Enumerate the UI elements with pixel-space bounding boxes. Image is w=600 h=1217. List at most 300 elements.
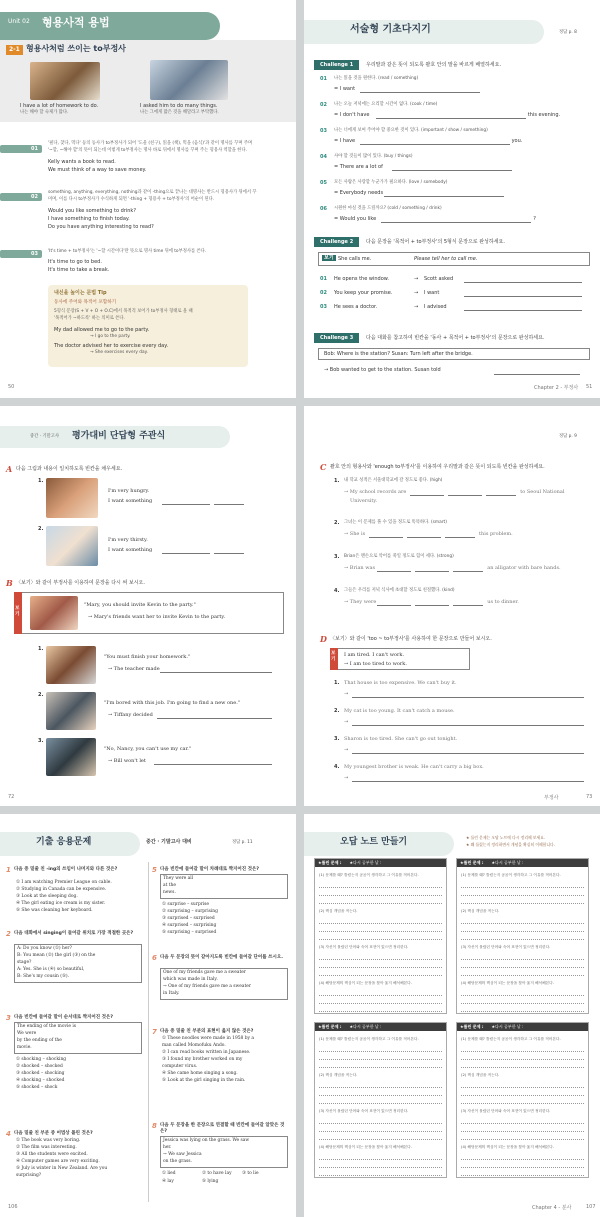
example-answer: → Mary's friends want her to invite Kevin to the party. [88, 614, 226, 620]
page-number: 50 [8, 384, 15, 390]
section-b-letter: B [6, 578, 13, 588]
box-line: We were [17, 1031, 37, 1036]
card-field-date: ★다시 공부한 날 : [349, 860, 382, 865]
card-step: (1) 문제를 왜? 틀렸는지 곰곰이 생각하고 그 이유를 적어본다. [461, 1037, 561, 1041]
challenge-1-label: Challenge 1 [314, 60, 359, 70]
item-quote: "You must finish your homework." [104, 654, 191, 660]
card-writing-line [461, 1003, 584, 1004]
card-header [315, 859, 446, 867]
question-stem: 다음 밑줄 친 부분 중 어법상 틀린 것은? [14, 1131, 93, 1136]
example-label: 보기 [331, 651, 336, 662]
option: ④ shocking – shocked [16, 1078, 65, 1083]
question-stem: 다음 빈칸에 들어갈 말이 순서대로 짝지어진 것은? [14, 1015, 113, 1020]
card-writing-line [461, 887, 584, 888]
answer-ref: 정답 p. 11 [232, 840, 253, 845]
card-step: (3) 자신이 몰랐던 단어와 숙어 표현이 있으면 정리한다. [319, 1109, 409, 1113]
item-answer-prefix: Scott asked [424, 276, 454, 282]
page-number: 107 [586, 1204, 596, 1210]
rule-02-example-1: Would you like something to drink? [48, 208, 136, 214]
example-source: I am tired. I can't work. [344, 652, 405, 658]
answer-line [352, 725, 584, 726]
question-stem: 다음 두 문장을 한 문장으로 연결할 때 빈칸에 들어갈 알맞은 것은? [160, 1123, 285, 1134]
card-writing-line [319, 1123, 442, 1124]
option: ⑤ July is winter in New Zealand. Are you [16, 1166, 108, 1171]
item-number: 2. [38, 692, 44, 698]
unit-label: Unit 02 [8, 18, 30, 25]
answer-ref: 정답 p. 9 [559, 434, 577, 439]
card-writing-line [319, 995, 442, 996]
box-line: A: Yes. She is (④) so beautiful, [17, 967, 85, 972]
item-korean: 사야 할 것들이 많이 있다. (buy / things) [334, 154, 413, 159]
photo-item-1 [46, 646, 96, 684]
item-tail: this evening. [527, 112, 561, 118]
item-quote: "No, Nancy, you can't use my car." [104, 746, 192, 752]
option: ① The book was very boring. [16, 1138, 81, 1143]
example-answer: → I am too tired to work. [344, 661, 407, 667]
example-label: 보기 [324, 255, 334, 261]
card-field-wrong: ★틀린 문제 : [318, 860, 342, 865]
box-line: B: You mean (②) the girl (③) on the [17, 953, 96, 958]
card-step: (1) 문제를 왜? 틀렸는지 곰곰이 생각하고 그 이유를 적어본다. [319, 873, 419, 877]
card-writing-line [461, 959, 584, 960]
card-writing-line [319, 895, 442, 896]
section-number: 2-1 [6, 45, 23, 55]
answer-line [415, 571, 449, 572]
card-writing-line [319, 939, 442, 940]
item-number: 2. [38, 526, 44, 532]
card-header [457, 1023, 588, 1031]
answer-line [407, 537, 441, 538]
title-suffix: 중간 · 기말고사 대비 [146, 839, 192, 845]
option: ③ to lie [242, 1171, 259, 1176]
option: ⑤ surprising – surprised [162, 930, 217, 935]
card-writing-line [319, 1175, 442, 1176]
card-writing-line [461, 895, 584, 896]
item-answer-prefix: → The teacher made [108, 666, 160, 672]
card-step: (3) 자신이 몰랐던 단어와 숙어 표현이 있으면 정리한다. [461, 945, 551, 949]
item-number: 2. [334, 708, 340, 714]
item-line-2: University. [350, 498, 378, 504]
item-answer-prefix: = I want [334, 86, 356, 92]
card-writing-line [319, 903, 442, 904]
card-writing-line [319, 931, 442, 932]
page-72 [0, 406, 296, 806]
box-line: news. [163, 890, 176, 895]
challenge-3-answer: → Bob wanted to get to the station. Susan told [324, 367, 441, 373]
item-korean: 나는 읽을 것을 원한다. (read / something) [334, 76, 419, 81]
item-number: 4. [334, 588, 340, 594]
photo-thirsty-woman [46, 526, 98, 566]
card-step: (2) 핵심 개념을 적는다. [319, 909, 358, 913]
option: ② I can read books written in Japanese. [162, 1050, 251, 1055]
question-number: 2 [6, 930, 11, 938]
option: ④ The girl eating ice cream is my sister. [16, 901, 106, 906]
photo-friends [30, 596, 78, 630]
note-card [314, 1022, 447, 1178]
answer-line [352, 781, 584, 782]
item-tail: this problem. [479, 531, 513, 537]
option: surprising? [16, 1173, 42, 1178]
item-a2-line2: I want something [108, 547, 153, 553]
answer-line [381, 222, 531, 223]
card-writing-line [319, 967, 442, 968]
item-korean: 그들은 우리를 저녁 식사에 초대할 정도로 친절했다. (kind) [344, 588, 455, 593]
arrow: → [344, 775, 349, 781]
box-line: her. [163, 1145, 172, 1150]
item-number: 1. [38, 478, 44, 484]
note-line-2: ★ 왜 틀렸는지 정리하면서 개념을 확실히 이해합니다. [466, 842, 555, 847]
rule-01-example-2: We must think of a way to save money. [48, 167, 147, 173]
card-writing-line [461, 1011, 584, 1012]
item-number: 3. [334, 736, 340, 742]
item-answer-prefix: → Brian was [344, 565, 376, 571]
item-number: 02 [320, 102, 327, 108]
box-line: One of my friends gave me a sweater [163, 970, 246, 975]
card-writing-line [461, 1131, 584, 1132]
example-answer: Please tell her to call me. [414, 256, 478, 262]
box-line: → One of my friends gave me a sweater [163, 984, 251, 989]
card-writing-line [461, 1175, 584, 1176]
item-korean: 그녀는 이 문제를 풀 수 있을 정도로 똑똑하다. (smart) [344, 520, 447, 525]
card-field-date: ★다시 공부한 날 : [349, 1024, 382, 1029]
rule-03-text: 'It's time + to부정사'는 '~할 시간이다'란 뜻으로 명사 time 뒤에 to부정사를 쓴다. [48, 249, 207, 254]
answer-line [464, 282, 582, 283]
blank [214, 504, 244, 505]
card-writing-line [319, 1003, 442, 1004]
answer-line [360, 92, 480, 93]
card-writing-line [461, 1103, 584, 1104]
page-number: 106 [8, 1204, 18, 1210]
item-tail: ? [533, 216, 536, 222]
card-step: (4) 해당문제의 핵심이 되는 문장을 찾아 옮겨 해석해본다. [319, 1145, 412, 1149]
card-writing-line [461, 1167, 584, 1168]
item-number: 3. [38, 738, 44, 744]
item-quote: "I'm bored with this job. I'm going to find a new one." [104, 700, 241, 706]
item-korean: Brian은 맨손으로 악어를 죽일 정도로 힘이 세다. (strong) [344, 554, 454, 559]
option: ⑤ shocked – shock [16, 1085, 58, 1090]
item-arrow: → [414, 276, 419, 282]
item-answer-prefix: = There are a lot of [334, 164, 383, 170]
tip-example-2-note: → She exercises every day. [90, 350, 148, 355]
question-stem: 다음 대화에서 singing이 들어갈 위치로 가장 적절한 곳은? [14, 931, 134, 936]
page-73 [304, 406, 600, 806]
arrow: → [344, 691, 349, 697]
item-source: He sees a doctor. [334, 304, 378, 310]
tip-title: 내신을 높이는 문법 Tip [54, 290, 107, 296]
item-number: 03 [320, 304, 327, 310]
title-prefix: 중간 · 기말고사 [30, 434, 60, 439]
item-number: 3. [334, 554, 340, 560]
tip-example-1: My dad allowed me to go to the party. [54, 327, 150, 333]
option: ⑤ lying [202, 1179, 219, 1184]
item-tail: us to dinner. [487, 599, 519, 605]
blank [162, 504, 210, 505]
question-stem: 다음 중 밑줄 친 -ing의 쓰임이 나머지와 다른 것은? [14, 867, 118, 872]
option: ③ All the students were excited. [16, 1152, 88, 1157]
box-line: → We saw Jessica [163, 1152, 202, 1157]
page-51 [304, 0, 600, 398]
note-card [314, 858, 447, 1014]
answer-line [392, 170, 512, 171]
option: ⑤ Look at the girl singing in the rain. [162, 1078, 246, 1083]
item-sentence: My youngest brother is weak. He can't carry a big box. [344, 764, 484, 770]
tip-box [48, 285, 248, 367]
box-line: on the grass. [163, 1159, 192, 1164]
option: ④ surprised – surprising [162, 923, 217, 928]
answer-line [160, 672, 272, 673]
answer-line [494, 374, 580, 375]
answer-line [410, 495, 444, 496]
card-step: (4) 해당문제의 핵심이 되는 문장을 찾아 옮겨 해석해본다. [461, 981, 554, 985]
item-tail: an alligator with bare hands. [487, 565, 561, 571]
photo-homework [30, 62, 100, 100]
photo-item-2 [46, 692, 96, 730]
card-writing-line [319, 1103, 442, 1104]
option: ④ Computer games are very exciting. [16, 1159, 100, 1164]
challenge-2-label: Challenge 2 [314, 237, 359, 247]
rule-02-text-1: something, anything, everything, nothing과 같이 -thing으로 끝나는 대명사는 반드시 형용사가 뒤에서 꾸 [48, 190, 257, 195]
caption-1: I have a lot of homework to do. [20, 103, 99, 109]
card-writing-line [319, 1087, 442, 1088]
item-source: He opens the window. [334, 276, 389, 282]
card-writing-line [319, 1131, 442, 1132]
column-divider [148, 862, 149, 1202]
box-line: stage? [17, 960, 32, 965]
rule-number-03: 03 [0, 250, 42, 258]
card-writing-line [461, 923, 584, 924]
card-writing-line [319, 1059, 442, 1060]
item-answer-prefix: = Would you like [334, 216, 377, 222]
question-number: 3 [6, 1014, 11, 1022]
item-answer-prefix: = Everybody needs [334, 190, 384, 196]
answer-line [464, 296, 582, 297]
blank [162, 553, 210, 554]
rule-number-01: 01 [0, 145, 42, 153]
section-title: 형용사처럼 쓰이는 to부정사 [26, 44, 126, 53]
question-number: 4 [6, 1130, 11, 1138]
card-writing-line [461, 1123, 584, 1124]
tip-example-1-note: → I go to the party. [90, 334, 131, 339]
answer-line [448, 495, 482, 496]
card-writing-line [461, 1067, 584, 1068]
card-step: (1) 문제를 왜? 틀렸는지 곰곰이 생각하고 그 이유를 적어본다. [319, 1037, 419, 1041]
question-number: 5 [152, 866, 157, 874]
arrow: → [344, 747, 349, 753]
answer-line [352, 697, 584, 698]
option: ⑤ She was cleaning her keyboard. [16, 908, 93, 913]
box-line: by the ending of the [17, 1038, 62, 1043]
answer-ref: 정답 p. 8 [559, 30, 577, 35]
item-number: 4. [334, 764, 340, 770]
box-line: which was made in Italy. [163, 977, 218, 982]
item-answer-prefix: → Tiffany decided [108, 712, 153, 718]
question-number: 7 [152, 1028, 157, 1036]
card-writing-line [319, 959, 442, 960]
card-writing-line [461, 903, 584, 904]
item-korean: 내 학교 성적은 서울대학교에 갈 정도로 좋다. (high) [344, 478, 443, 483]
card-field-wrong: ★틀린 문제 : [318, 1024, 342, 1029]
box-line: in Italy. [163, 991, 180, 996]
item-answer-prefix: → Bill won't let [108, 758, 146, 764]
card-writing-line [319, 1167, 442, 1168]
option: ③ surprised – surprised [162, 916, 215, 921]
unit-banner [0, 12, 220, 40]
box-line: Jessica was lying on the grass. We saw [163, 1138, 250, 1143]
card-step: (2) 핵심 개념을 적는다. [461, 909, 500, 913]
photo-hungry-woman [46, 478, 98, 518]
card-field-wrong: ★틀린 문제 : [460, 860, 484, 865]
item-a1-line1: I'm very hungry. [108, 488, 150, 494]
card-step: (3) 자신이 몰랐던 단어와 숙어 표현이 있으면 정리한다. [319, 945, 409, 949]
card-writing-line [461, 967, 584, 968]
answer-line [464, 310, 582, 311]
footer-chapter: Chapter 4 - 분사 [532, 1205, 572, 1211]
box-line: A: Do you know (①) her? [17, 946, 72, 951]
item-answer-prefix: = I have [334, 138, 356, 144]
card-writing-line [319, 1011, 442, 1012]
item-number: 1. [334, 680, 340, 686]
item-answer-prefix: I want [424, 290, 440, 296]
card-writing-line [461, 1051, 584, 1052]
box-line: movie. [17, 1045, 32, 1050]
card-writing-line [461, 1095, 584, 1096]
box-line: B: She's my cousin (⑤). [17, 974, 69, 979]
answer-line [377, 605, 411, 606]
answer-line [376, 118, 526, 119]
option: ③ Look at the sleeping dog. [16, 894, 78, 899]
item-sentence: Sharon is too tired. She can't go out tonight. [344, 736, 458, 742]
item-answer-prefix: = I don't have [334, 112, 370, 118]
page-50 [0, 0, 296, 398]
note-card [456, 858, 589, 1014]
option: computer virus. [162, 1064, 198, 1069]
challenge-3-instruction: 다음 대화를 참고하여 빈칸을 '동사 + 목적어 + to부정사'의 문장으로 완성하세요. [366, 335, 545, 341]
item-answer-prefix: → She is [344, 531, 366, 537]
section-b-instruction: 〈보기〉와 같이 부정사를 이용하여 문장을 다시 써 보시오. [16, 580, 145, 586]
item-tail: to Seoul National [520, 489, 565, 495]
card-writing-line [319, 887, 442, 888]
card-step: (4) 해당문제의 핵심이 되는 문장을 찾아 옮겨 해석해본다. [461, 1145, 554, 1149]
rule-02-example-3: Do you have anything interesting to read? [48, 224, 154, 230]
option: ③ shocked – shocking [16, 1071, 65, 1076]
card-writing-line [461, 939, 584, 940]
option: ① These noodles were made in 1958 by a [162, 1036, 255, 1041]
box-line: They were all [163, 876, 194, 881]
section-a-letter: A [6, 464, 13, 474]
option: ② surprising – surprising [162, 909, 218, 914]
example-source: She calls me. [338, 256, 372, 262]
item-answer-prefix: I advised [424, 304, 447, 310]
section-c-instruction: 괄호 안의 형용사와 'enough to부정사'를 이용하여 우리말과 같은 뜻이 되도록 빈칸을 완성하세요. [330, 464, 545, 470]
item-sentence: That house is too expensive. We can't buy it. [344, 680, 457, 686]
card-field-date: ★다시 공부한 날 : [491, 1024, 524, 1029]
question-stem: 다음 두 문장의 뜻이 같아지도록 빈칸에 들어갈 단어를 쓰시오. [160, 955, 283, 960]
option: ① lied [162, 1171, 176, 1176]
card-writing-line [319, 923, 442, 924]
footer-chapter: 부정사 [544, 795, 559, 801]
box-line: The ending of the movie is [17, 1024, 77, 1029]
card-writing-line [319, 1095, 442, 1096]
item-sentence: My cat is too young. It can't catch a mouse. [344, 708, 455, 714]
card-field-wrong: ★틀린 문제 : [460, 1024, 484, 1029]
question-stem: 다음 빈칸에 들어갈 말이 차례대로 짝지어진 것은? [160, 867, 259, 872]
challenge-1-instruction: 우리말과 같은 뜻이 되도록 괄호 안의 말을 바르게 배열하세요. [366, 62, 502, 68]
option: ② shocked – shocked [16, 1064, 63, 1069]
item-number: 1. [334, 478, 340, 484]
page-number: 72 [8, 794, 15, 800]
card-writing-line [319, 1139, 442, 1140]
card-writing-line [461, 1139, 584, 1140]
item-number: 1. [38, 646, 44, 652]
option: ① I am watching Premier League on cable. [16, 880, 112, 885]
item-a1-line2: I want something [108, 498, 153, 504]
answer-line [486, 495, 516, 496]
card-writing-line [461, 975, 584, 976]
item-korean: 나는 너에게 보여 주어야 할 중요한 것이 있다. (important / show / something) [334, 128, 488, 133]
option: ④ lay [162, 1179, 174, 1184]
tip-subtitle: 동사에 주어와 목적어 포함하기 [54, 300, 117, 305]
card-step: (4) 해당문제의 핵심이 되는 문장을 찾아 옮겨 해석해본다. [319, 981, 412, 985]
challenge-3-dialog: Bob: Where is the station? Susan: Turn left after the bridge. [324, 351, 473, 357]
page-title: 오답 노트 만들기 [340, 837, 408, 847]
page-106 [0, 814, 296, 1217]
answer-line [352, 753, 584, 754]
rule-01-example-1: Kelly wants a book to read. [48, 159, 116, 165]
item-number: 04 [320, 154, 327, 160]
card-header [315, 1023, 446, 1031]
section-a-instruction: 다음 그림과 내용이 일치하도록 빈칸을 채우세요. [16, 466, 123, 472]
item-korean: 나는 오늘 저녁에는 요리할 시간이 없다. (cook / time) [334, 102, 438, 107]
rule-01-text-2: '~할, ~해야 할'의 뜻이 되는데 이렇게 to부정사는 명사 바로 뒤에서 명사를 꾸며 주는 형용사 역할을 한다. [48, 148, 247, 153]
option: ③ I found my brother worked on my [162, 1057, 243, 1062]
card-step: (1) 문제를 왜? 틀렸는지 곰곰이 생각하고 그 이유를 적어본다. [461, 873, 561, 877]
option: ② to have lay [202, 1171, 232, 1176]
card-writing-line [461, 1159, 584, 1160]
photo-item-3 [46, 738, 96, 776]
item-number: 05 [320, 180, 327, 186]
card-step: (2) 핵심 개념을 적는다. [461, 1073, 500, 1077]
page-title: 기출 응용문제 [36, 837, 92, 847]
item-number: 02 [320, 290, 327, 296]
item-korean: 모든 사람은 사랑할 누군가가 필요하다. (love / somebody) [334, 180, 448, 185]
card-writing-line [461, 931, 584, 932]
example-label: 보기 [15, 606, 20, 617]
answer-line [445, 537, 475, 538]
item-korean: 시원한 마실 것을 드릴까요? (cold / something / drink) [334, 206, 442, 211]
option: man called Momofuku Ando. [162, 1043, 226, 1048]
page-title: 형용사적 용법 [42, 16, 110, 29]
challenge-3-label: Challenge 3 [314, 333, 359, 343]
section-d-instruction: 〈보기〉와 같이 'too ~ to부정사'를 사용하여 한 문장으로 만들어 보시오. [330, 636, 492, 642]
item-answer-prefix: → They were [344, 599, 377, 605]
question-number: 1 [6, 866, 11, 874]
caption-2: I asked him to do many things. [140, 103, 218, 109]
card-step: (3) 자신이 몰랐던 단어와 숙어 표현이 있으면 정리한다. [461, 1109, 551, 1113]
note-line-1: ★ 틀린 문제는 오답 노트에 다시 정리해 보세요. [466, 835, 546, 840]
item-arrow: → [414, 304, 419, 310]
option: ④ She came home singing a song. [162, 1071, 238, 1076]
rule-02-example-2: I have something to finish today. [48, 216, 130, 222]
caption-1-ko: 나는 해야 할 숙제가 많다. [20, 110, 69, 115]
rule-02-text-2: 미며, 이를 다시 to부정사가 수식하게 되면 '-thing + 형용사 + to부정사'의 어순이 된다. [48, 197, 215, 202]
section-c-letter: C [320, 462, 327, 472]
item-source: You keep your promise. [334, 290, 393, 296]
page-title: 평가대비 단답형 주관식 [72, 431, 166, 441]
option: ② The film was interesting. [16, 1145, 77, 1150]
card-writing-line [461, 1087, 584, 1088]
card-writing-line [319, 1159, 442, 1160]
answer-line [453, 571, 483, 572]
